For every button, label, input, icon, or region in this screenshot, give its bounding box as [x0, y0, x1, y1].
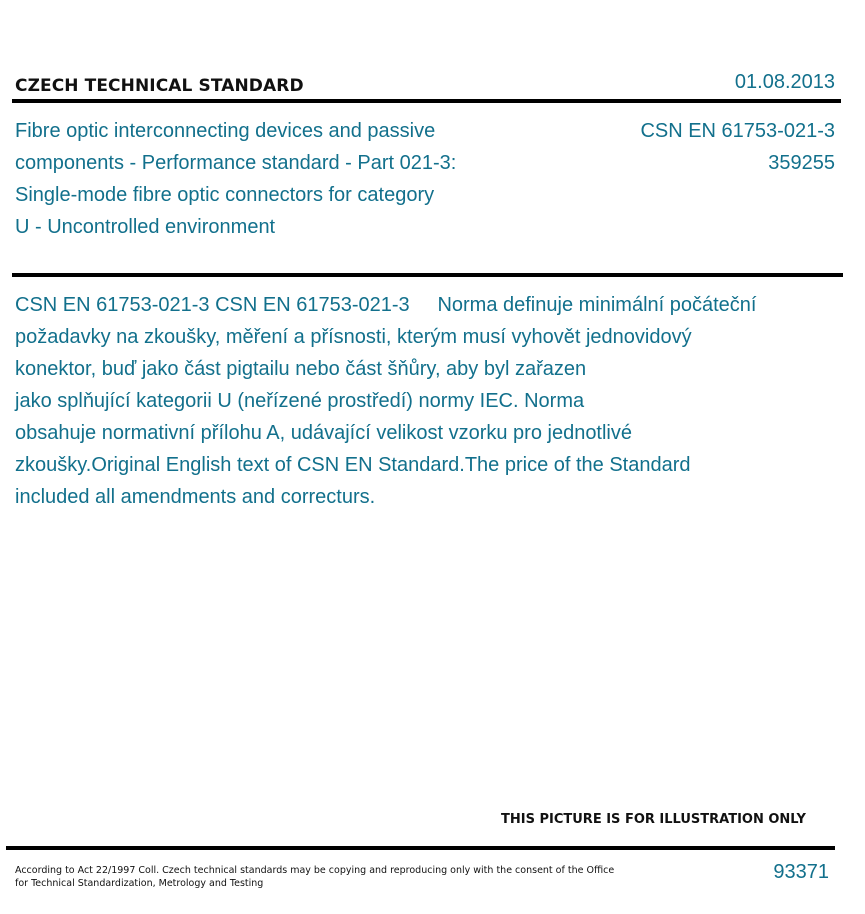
publication-date: 01.08.2013: [734, 71, 835, 93]
document-heading: CZECH TECHNICAL STANDARD: [15, 76, 304, 96]
footer-divider: [6, 846, 835, 850]
title-line: Fibre optic interconnecting devices and passive: [15, 120, 436, 142]
standard-description: [15, 289, 815, 513]
footer-number: 93371: [773, 861, 829, 883]
standard-code-block: [640, 115, 835, 179]
legal-line: According to Act 22/1997 Coll. Czech technical standards may be copying and reproducing only with the consent of the Office: [15, 865, 615, 876]
catalog-number: 359255: [768, 152, 835, 174]
description-line: jako splňující kategorii U (neřízené prostředí) normy IEC. Norma: [15, 390, 585, 412]
title-line: components - Performance standard - Part 021-3:: [15, 152, 457, 174]
legal-line: for Technical Standardization, Metrology and Testing: [15, 878, 264, 889]
description-line: zkoušky.Original English text of CSN EN Standard.The price of the Standard: [15, 454, 691, 476]
header-divider: [12, 99, 841, 103]
description-line: CSN EN 61753-021-3 CSN EN 61753-021-3 Norma definuje minimální počáteční: [15, 294, 757, 316]
section-divider: [12, 273, 843, 277]
title-line: Single-mode fibre optic connectors for category: [15, 184, 435, 206]
description-line: included all amendments and correcturs.: [15, 486, 376, 508]
description-line: obsahuje normativní přílohu A, udávající velikost vzorku pro jednotlivé: [15, 422, 633, 444]
description-line: konektor, buď jako část pigtailu nebo část šňůry, aby byl zařazen: [15, 358, 587, 380]
legal-notice: [15, 864, 615, 890]
title-line: U - Uncontrolled environment: [15, 216, 276, 238]
standard-title: [15, 115, 515, 243]
description-line: požadavky na zkoušky, měření a přísnosti, kterým musí vyhovět jednovidový: [15, 326, 692, 348]
standard-code: CSN EN 61753-021-3: [640, 120, 835, 142]
illustration-note: THIS PICTURE IS FOR ILLUSTRATION ONLY: [501, 812, 806, 827]
